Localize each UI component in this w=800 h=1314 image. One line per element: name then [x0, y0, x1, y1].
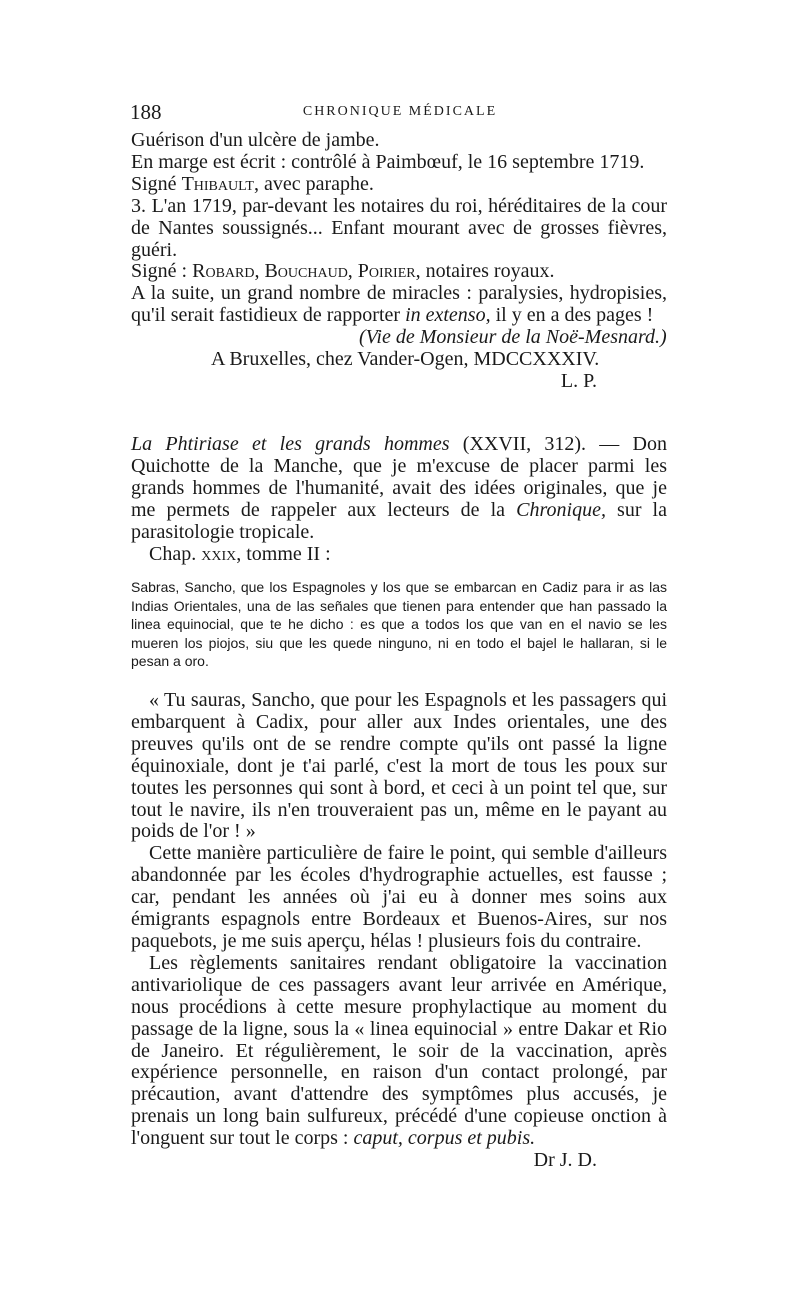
signature: Dr J. D. [533, 1149, 597, 1172]
paragraph: A la suite, un grand nombre de miracles : paralysies, hydropisies, qu'il serait fastidieux de rapporter in extenso, il y en a des pages ! [131, 282, 667, 327]
text-line: Chap. xxix, tomme II : [149, 542, 331, 565]
text-line: Signé : Robard, Bouchaud, Poirier, notaires royaux. [131, 260, 555, 283]
text-line: Guérison d'un ulcère de jambe. [131, 129, 380, 151]
paragraph: Les règlements sanitaires rendant obligatoire la vaccination antivariolique de ces passagers avant leur arrivée en Amérique, nous procédions à cette mesure prophylactique au moment du passage de la ligne, sous la « linea equinocial » entre Dakar et Rio de Janeiro. Et régulièrement, le soir de la vaccination, après expérience personnelle, en raison d'un contact prolongé, par précaution, avant d'attendre des symptômes plus accusés, je prenais un long bain sulfureux, précédé d'une copieuse onction à l'onguent sur tout le corps : caput, corpus et pubis. [131, 951, 667, 1150]
source-place: A Bruxelles, chez Vander-Ogen, MDCCXXXIV. [211, 348, 600, 371]
paragraph: Cette manière particulière de faire le point, qui semble d'ailleurs abandonnée par les écoles d'hydrographie actuelles, est fausse ; car, pendant les années où j'ai eu à donner mes soins aux émigrants espagnols entre Bordeaux et Buenos-Aires, sur nos paquebots, je me suis aperçu, hélas ! plusieurs fois du contraire. [131, 842, 667, 952]
page-header [130, 100, 670, 130]
author-name: Thibault [181, 172, 254, 195]
section-phtiriase [131, 434, 667, 565]
page-number: 188 [130, 100, 162, 124]
signature: L. P. [560, 369, 597, 392]
section-miracles [131, 130, 667, 393]
paragraph: 3. L'an 1719, par-devant les notaires du roi, héréditaires de la cour de Nantes soussignés... Enfant mourant avec de grosses fièvres, guéri. [131, 194, 667, 261]
text-line: En marge est écrit : contrôlé à Paimbœuf, le 16 septembre 1719. [131, 150, 645, 173]
section-translation [131, 690, 667, 1172]
spanish-quote: Sabras, Sancho, que los Espagnoles y los que se embarcan en Cadiz para ir as las Indias Orientales, una de las señales que tienen para entender que han passado la linea equinocial, que te he dicho : es que a todos los que van en el navio se les mueren los piojos, siu que les quede ninguno, ni en todo el bajel le hallaran, si le pesan a oro. [131, 579, 667, 669]
notary-names: Robard, Bouchaud, Poirier, [192, 260, 421, 283]
text-line: Signé Thibault, avec paraphe. [131, 172, 374, 195]
running-title: CHRONIQUE MÉDICALE [302, 104, 498, 119]
paragraph: « Tu sauras, Sancho, que pour les Espagnols et les passagers qui embarquent à Cadix, pour aller aux Indes orientales, une des preuves qu'ils ont de se rendre compte qu'ils ont passé la ligne équinoxiale, dont je t'ai parlé, c'est la mort de tous les poux sur toutes les personnes qui sont à bord, et ceci à un point tel que, sur tout le navire, ils n'en trouveraient pas un, même en le payant au poids de l'or ! » [131, 689, 667, 843]
section-title: La Phtiriase et les grands hommes [131, 433, 450, 455]
source-title: (Vie de Monsieur de la Noë-Mesnard.) [359, 326, 667, 349]
paragraph: La Phtiriase et les grands hommes (XXVII, 312). — Don Quichotte de la Manche, que je m'excuse de placer parmi les grands hommes de l'humanité, avait des idées originales, que je me permets de rappeler aux lecteurs de la Chronique, sur la parasitologie tropicale. [131, 433, 667, 543]
